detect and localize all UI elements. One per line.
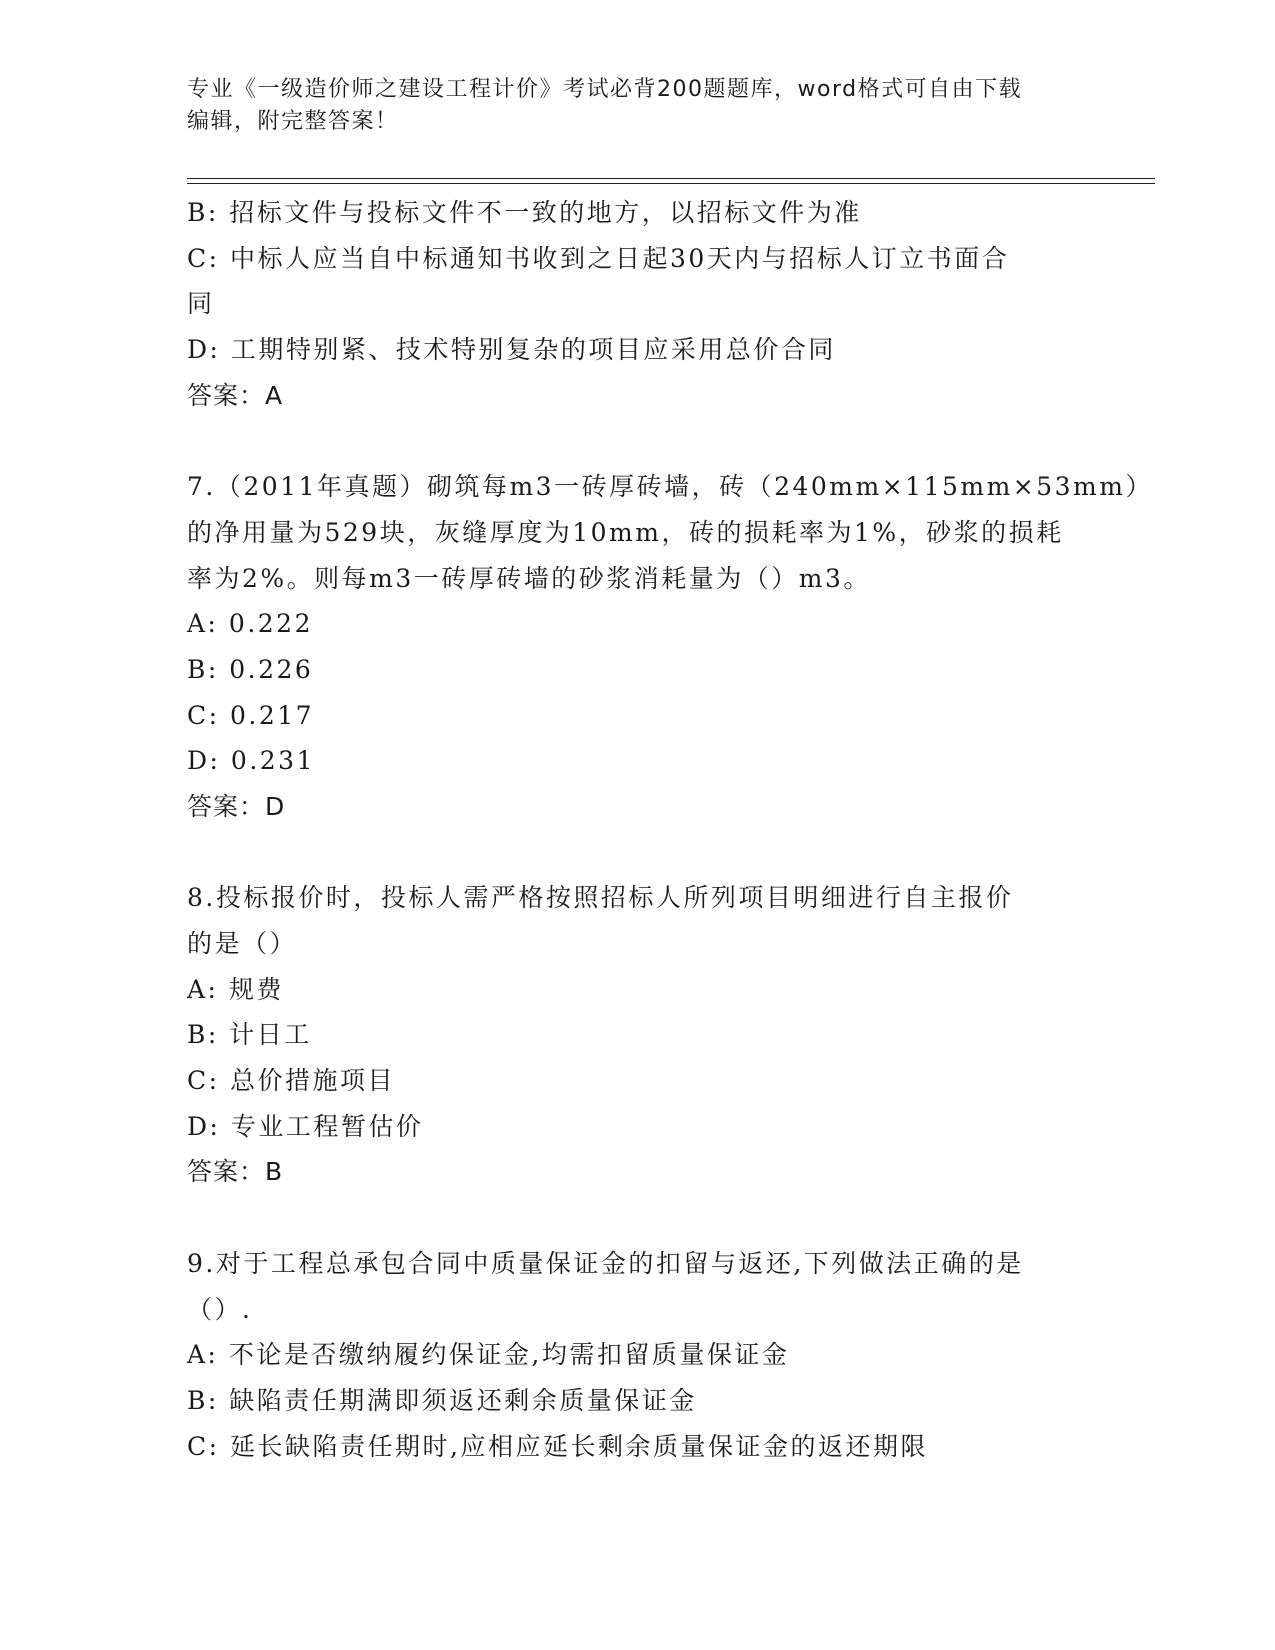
question-8-option-c: C: 总价措施项目 — [187, 1066, 395, 1096]
question-6-answer: 答案：A — [187, 380, 284, 410]
question-9-stem-line-2: （）. — [187, 1294, 253, 1324]
header-divider-bottom — [187, 183, 1155, 184]
question-9-stem-line-1: 9.对于工程总承包合同中质量保证金的扣留与返还,下列做法正确的是 — [187, 1248, 1024, 1278]
question-8-stem-line-2: 的是（） — [187, 929, 298, 958]
question-6-option-d: D: 工期特别紧、技术特别复杂的项目应采用总价合同 — [187, 335, 836, 365]
header-line-2: 编辑，附完整答案！ — [187, 109, 399, 134]
question-8-option-d: D: 专业工程暂估价 — [187, 1111, 424, 1141]
spacer — [187, 830, 1087, 876]
question-8 — [187, 875, 1087, 1195]
question-7-option-b: B: 0.226 — [187, 654, 314, 684]
question-content — [187, 190, 1153, 1469]
document-header — [187, 74, 1067, 138]
question-8-option-a: A: 规费 — [187, 974, 284, 1004]
question-7-option-c: C: 0.217 — [187, 700, 315, 730]
header-divider-top — [187, 178, 1155, 179]
question-7-option-a: A: 0.222 — [187, 609, 313, 639]
question-7 — [187, 464, 1153, 830]
question-7-stem-line-1: 7.（2011年真题）砌筑每m3一砖厚砖墙，砖（240mm×115mm×53mm） — [187, 472, 1153, 502]
spacer — [187, 418, 1087, 464]
question-9-option-a: A: 不论是否缴纳履约保证金,均需扣留质量保证金 — [187, 1340, 790, 1370]
header-line-1: 专业《一级造价师之建设工程计价》考试必背200题题库，word格式可自由下载 — [187, 77, 1023, 102]
question-8-answer: 答案：B — [187, 1157, 284, 1187]
question-8-option-b: B: 计日工 — [187, 1020, 312, 1050]
question-9-option-b: B: 缺陷责任期满即须返还剩余质量保证金 — [187, 1385, 697, 1415]
question-9-option-c: C: 延长缺陷责任期时,应相应延长剩余质量保证金的返还期限 — [187, 1431, 928, 1461]
question-6-option-c-line-2: 同 — [187, 289, 215, 319]
question-7-option-d: D: 0.231 — [187, 746, 315, 776]
question-7-stem-line-2: 的净用量为529块，灰缝厚度为10mm，砖的损耗率为1%，砂浆的损耗 — [187, 517, 1064, 547]
question-9 — [187, 1241, 1087, 1469]
question-6-tail — [187, 190, 1087, 418]
question-6-option-c-line-1: C: 中标人应当自中标通知书收到之日起30天内与招标人订立书面合 — [187, 243, 1010, 273]
question-6-option-b: B: 招标文件与投标文件不一致的地方，以招标文件为准 — [187, 198, 862, 227]
question-8-stem-line-1: 8.投标报价时，投标人需严格按照招标人所列项目明细进行自主报价 — [187, 883, 1014, 913]
question-7-answer: 答案：D — [187, 791, 286, 821]
spacer — [187, 1195, 1087, 1241]
question-7-stem-line-3: 率为2%。则每m3一砖厚砖墙的砂浆消耗量为（）m3。 — [187, 563, 871, 593]
